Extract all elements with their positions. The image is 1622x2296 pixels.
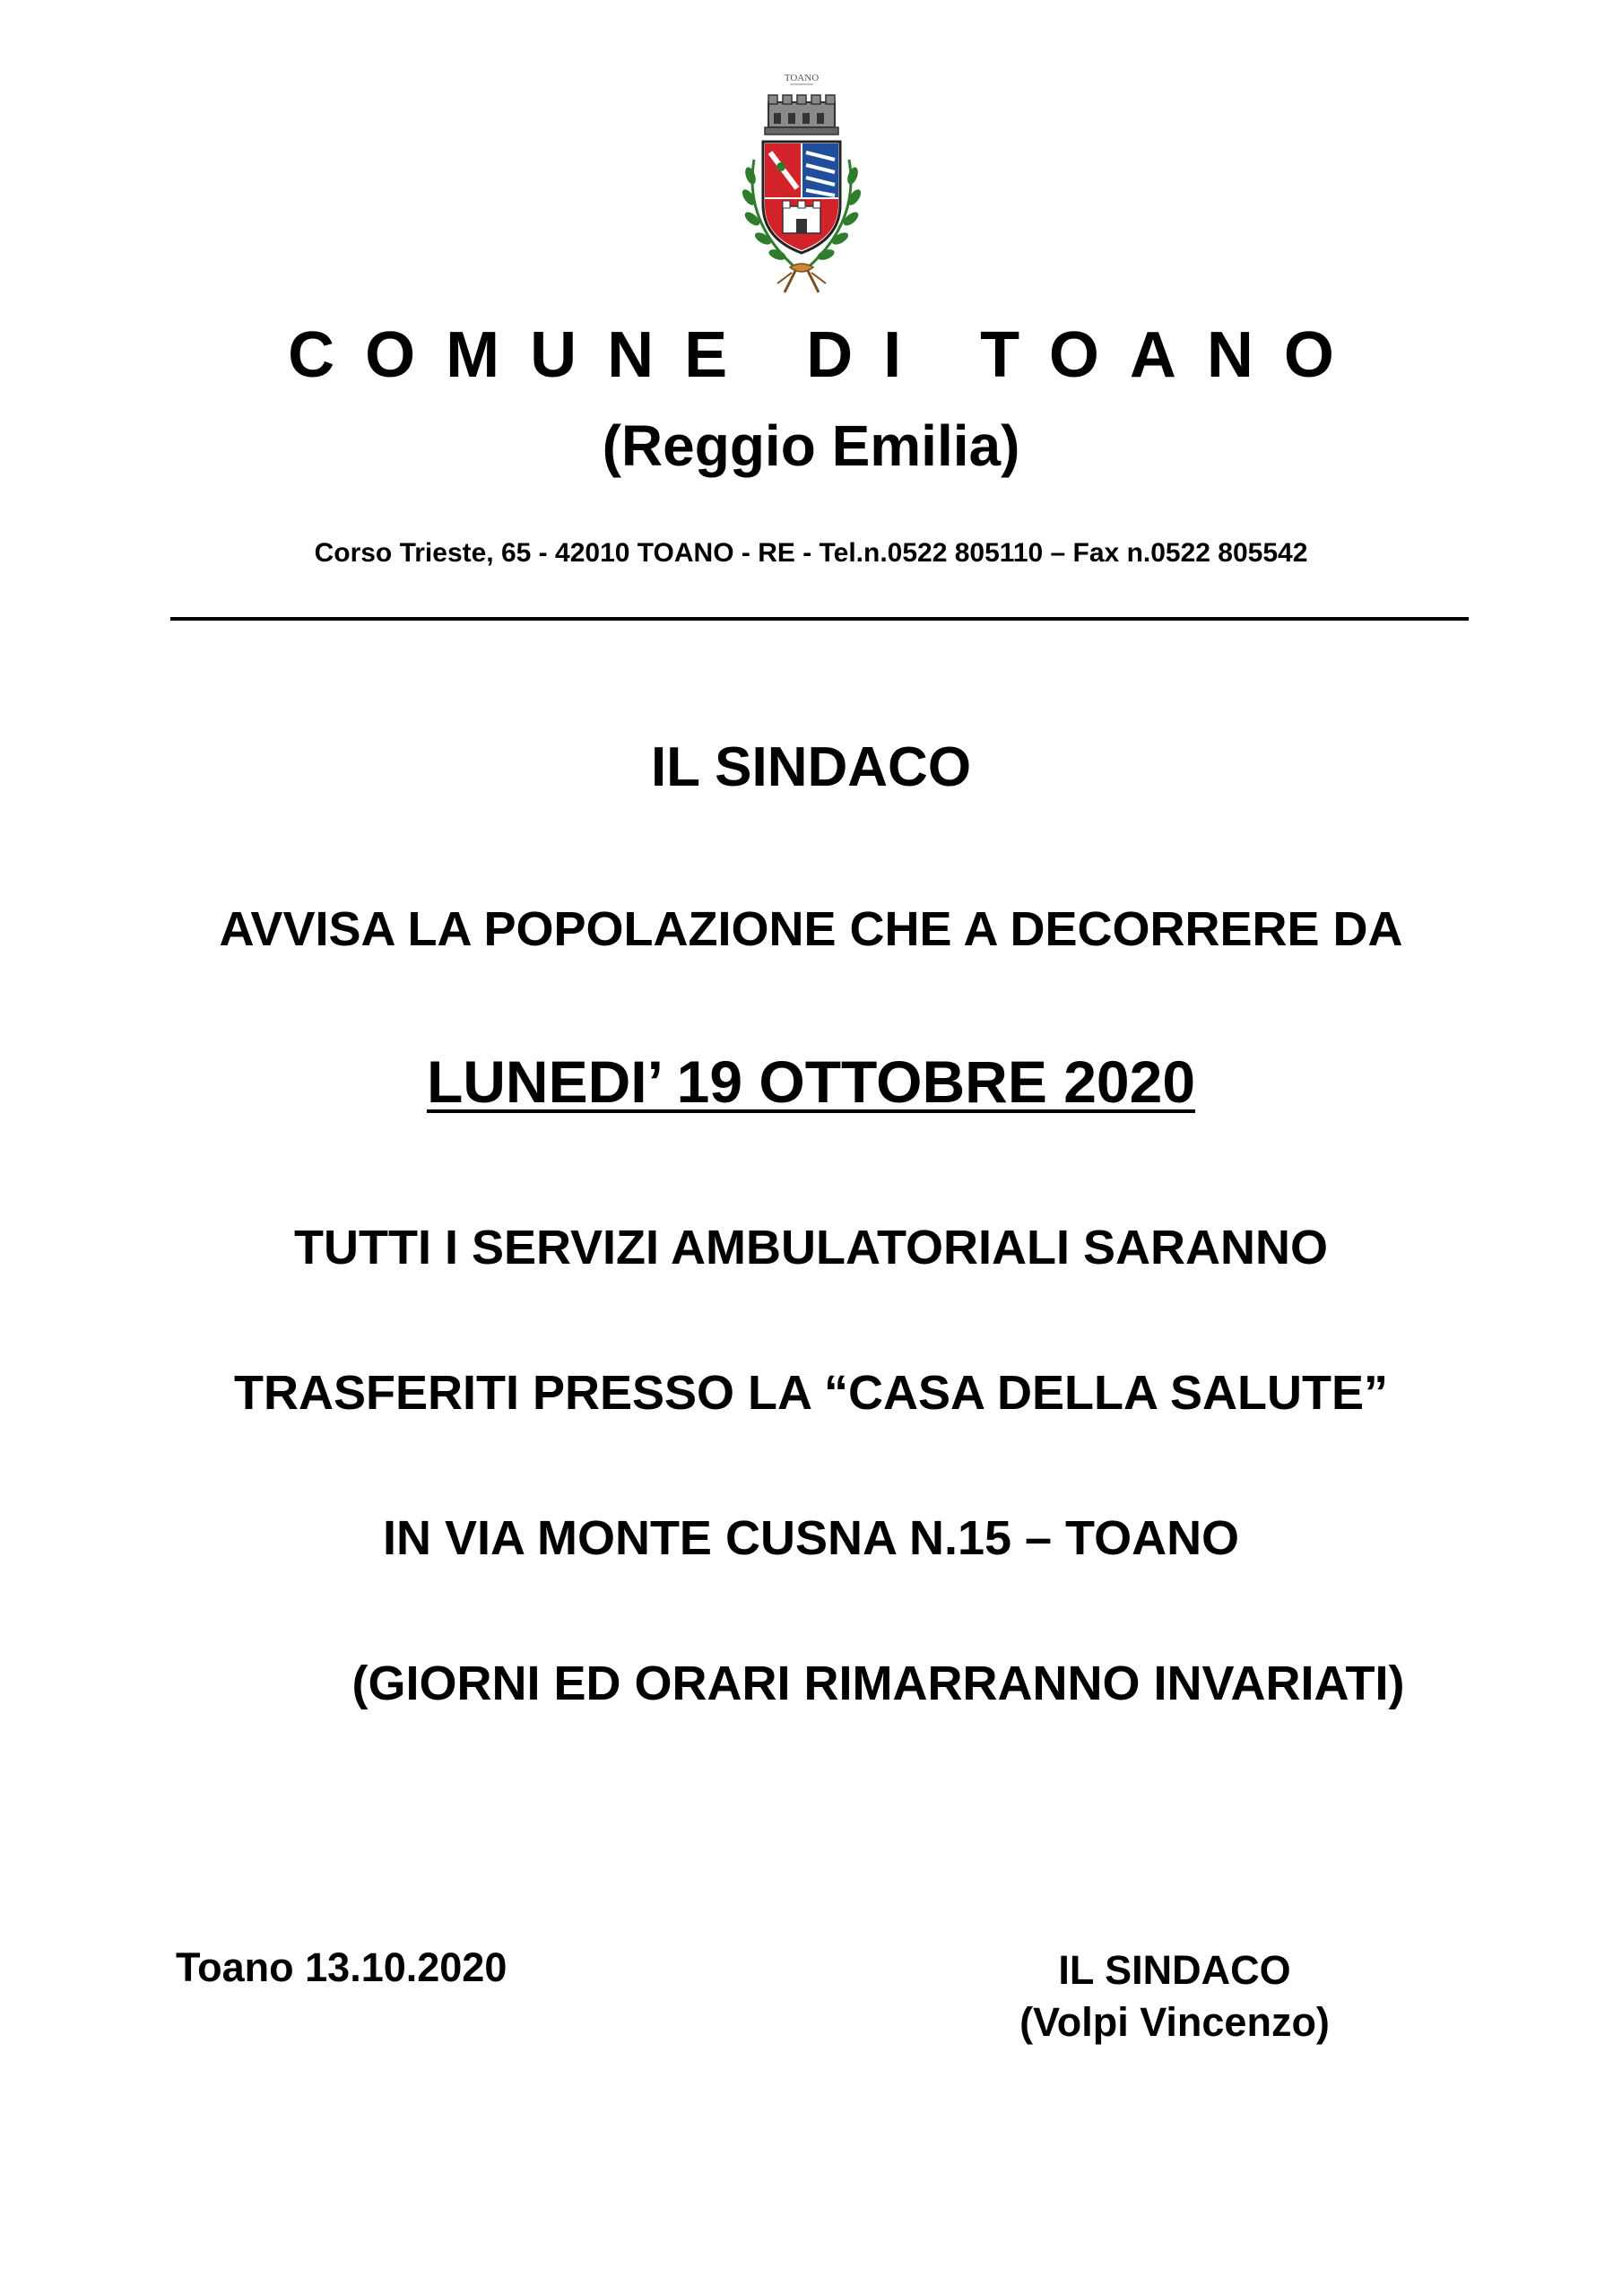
notice-line-3: IN VIA MONTE CUSNA N.15 – TOANO xyxy=(382,1511,1240,1565)
ribbon-icon xyxy=(777,264,826,292)
signer-name: (Volpi Vincenzo) xyxy=(1019,1999,1330,2045)
signature-block xyxy=(950,1944,1399,2048)
notice-date: LUNEDI’ 19 OTTOBRE 2020 xyxy=(426,1048,1196,1115)
place-and-date: Toano 13.10.2020 xyxy=(176,1944,507,1990)
signer-title: IL SINDACO xyxy=(1058,1947,1291,1993)
shield-icon xyxy=(763,142,840,253)
notice-line-4: (GIORNI ED ORARI RIMARRANNO INVARIATI) xyxy=(351,1657,1405,1710)
crown-icon xyxy=(765,95,838,135)
coat-of-arms-logo xyxy=(734,70,869,312)
province-subtitle: (Reggio Emilia) xyxy=(602,413,1020,478)
municipality-title: COMUNE DI TOANO xyxy=(288,319,1365,391)
crest-label: TOANO xyxy=(784,73,820,83)
contact-address: Corso Trieste, 65 - 42010 TOANO - RE - Tel.n.0522 805110 – Fax n.0522 805542 xyxy=(314,538,1308,568)
notice-line-2: TRASFERITI PRESSO LA “CASA DELLA SALUTE” xyxy=(233,1366,1389,1420)
notice-intro: AVVISA LA POPOLAZIONE CHE A DECORRERE DA xyxy=(219,902,1403,956)
notice-line-1: TUTTI I SERVIZI AMBULATORIALI SARANNO xyxy=(294,1221,1328,1274)
header-divider xyxy=(170,617,1469,621)
notice-title: IL SINDACO xyxy=(650,736,972,798)
